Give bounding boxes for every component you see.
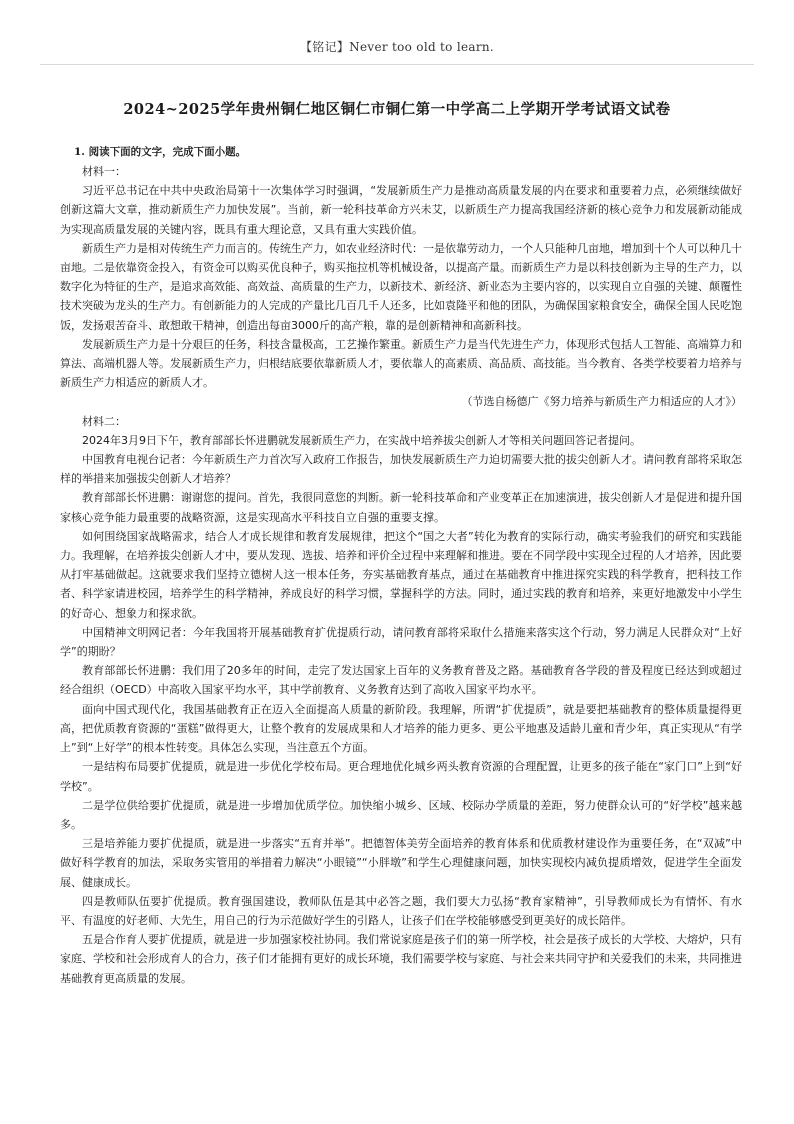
paragraph: 新质生产力是相对传统生产力而言的。传统生产力，如农业经济时代：一是依靠劳动力，一个人只能种几亩地，增加到十个人可以种几十亩地。二是依靠资金投入，有资金可以购买优良种子，购买拖拉机等机械设备，以提高产量。而新质生产力是以科技创新为主导的生产力，以数字化为特征的生产，是追求高效能、高效益、高质量的生产力，以新技术、新经济、新业态为主要内容的，以实现自立自强的关键、颠覆性技术突破为龙头的生产力。有创新能力的人完成的产量比几百几千人还多，比如袁隆平和他的团队，为确保国家粮食安全，确保全国人民吃饱饭，发扬艰苦奋斗、敢想敢干精神，创造出每亩3000斤的高产粮，靠的是创新精神和高新科技。 [60,241,742,332]
paragraph: 发展新质生产力是十分艰巨的任务，科技含量极高，工艺操作繁重。新质生产力是当代先进生产力，体现形式包括人工智能、高端算力和算法、高端机器人等。发展新质生产力，归根结底要依靠新质人才，要依靠人的高素质、高品质、高技能。当今教育、各类学校要着力培养与新质生产力相适应的新质人才。 [60,337,742,390]
paragraph: 二是学位供给要扩优提质，就是进一步增加优质学位。加快缩小城乡、区域、校际办学质量的差距，努力使群众认可的“好学校”越来越多。 [60,798,742,831]
paragraph: 四是教师队伍要扩优提质。教育强国建设，教师队伍是其中必答之题，我们要大力弘扬“教育家精神”，引导教师成长为有情怀、有水平、有温度的好老师、大先生，用自己的行为示范做好学生的引路人，让孩子们在学校能够感受到更美好的成长陪伴。 [60,894,742,927]
paragraph: 2024年3月9日下午，教育部部长怀进鹏就发展新质生产力，在实战中培养拔尖创新人才等相关问题回答记者提问。 [82,433,641,447]
paragraph: 面向中国式现代化，我国基础教育正在迈入全面提高人质量的新阶段。我理解，所谓“扩优提质”，就是要把基础教育的整体质量提得更高，把优质教育资源的“蛋糕”做得更大，让整个教育的发展成果和人才培养的能力更多、更公平地惠及适龄儿童和青少年，真正实现从“有学上”到“上好学”的根本性转变。具体怎么实现，当注意五个方面。 [60,702,742,755]
paragraph: 中国教育电视台记者：今年新质生产力首次写入政府工作报告，加快发展新质生产力迫切需要大批的拔尖创新人才。请问教育部将采取怎样的举措来加强拔尖创新人才培养？ [60,453,742,486]
paragraph: 五是合作育人要扩优提质，就是进一步加强家校社协同。我们常说家庭是孩子们的第一所学校，社会是孩子成长的大学校、大熔炉，只有家庭、学校和社会形成育人的合力，孩子们才能拥有更好的成长环境，我们需要学校与家庭、与社会来共同守护和关爱我们的未来，共同推进基础教育更高质量的发展。 [60,933,742,985]
material-one-label: 材料一： [82,165,126,178]
paragraph: 如何围绕国家战略需求，结合人才成长规律和教育发展规律，把这个“国之大者”转化为教育的实际行动，确实考验我们的研究和实践能力。我理解，在培养拔尖创新人才中，要从发现、选拔、培养和评价全过程中来理解和推进。要在不同学段中实现全过程的人才培养，因此要从打牢基础做起。这就要求我们坚持立德树人这一根本任务，夯实基础教育基点，通过在基础教育中推进探究实践的科学教育，把科技工作者、科学家请进校园，培养学生的科学精神，养成良好的科学习惯，掌握科学的方法。同时，通过实践的教育和培养，来更好地激发中小学生的好奇心、想象力和探求欲。 [60,529,742,620]
source-citation: （节选自杨德广《努力培养与新质生产力相适应的人才》） [461,395,742,409]
reading-passage [60,162,742,988]
page-header-motto: 【铭记】Never too old to learn. [299,40,494,54]
material-two-label: 材料二： [82,414,126,428]
exam-title: 2024~2025学年贵州铜仁地区铜仁市铜仁第一中学高二上学期开学考试语文试卷 [123,101,671,118]
paragraph: 习近平总书记在中共中央政治局第十一次集体学习时强调，“发展新质生产力是推动高质量发展的内在要求和重要着力点，必须继续做好创新这篇大文章，推动新质生产力加快发展”。当前，新一轮科技革命方兴未艾，以新质生产力提高我国经济新的核心竞争力和发展新动能成为实现高质量发展的关键内容，既具有重大理论意，又具有重大实践价值。 [60,184,742,236]
header-divider [40,64,754,65]
paragraph: 中国精神文明网记者：今年我国将开展基础教育扩优提质行动，请问教育部将采取什么措施来落实这个行动，努力满足人民群众对“上好学”的期盼？ [60,625,742,659]
paragraph: 一是结构布局要扩优提质，就是进一步优化学校布局。更合理地优化城乡两头教育资源的合理配置，让更多的孩子能在“家门口”上到“好学校”。 [60,760,742,793]
question-prompt: 1. 阅读下面的文字，完成下面小题。 [74,146,247,158]
paragraph: 教育部部长怀进鹏：我们用了20多年的时间，走完了发达国家上百年的义务教育普及之路。基础教育各学段的普及程度已经达到或超过经合组织（OECD）中高收入国家平均水平，其中学前教育、义务教育达到了高收入国家平均水平。 [60,664,742,697]
paragraph: 三是培养能力要扩优提质，就是进一步落实“五育并举”。把德智体美劳全面培养的教育体系和优质教材建设作为重要任务，在“双减”中做好科学教育的加法，采取务实管用的举措着力解决“小眼镜”“小胖墩”和学生心理健康问题，加快实现校内减负提质增效，促进学生全面发展、健康成长。 [60,837,742,889]
paragraph: 教育部部长怀进鹏：谢谢您的提问。首先，我很同意您的判断。新一轮科技革命和产业变革正在加速演进，拔尖创新人才是促进和提升国家核心竞争能力最重要的战略资源，这是实现高水平科技自立自强的重要支撑。 [60,491,742,524]
